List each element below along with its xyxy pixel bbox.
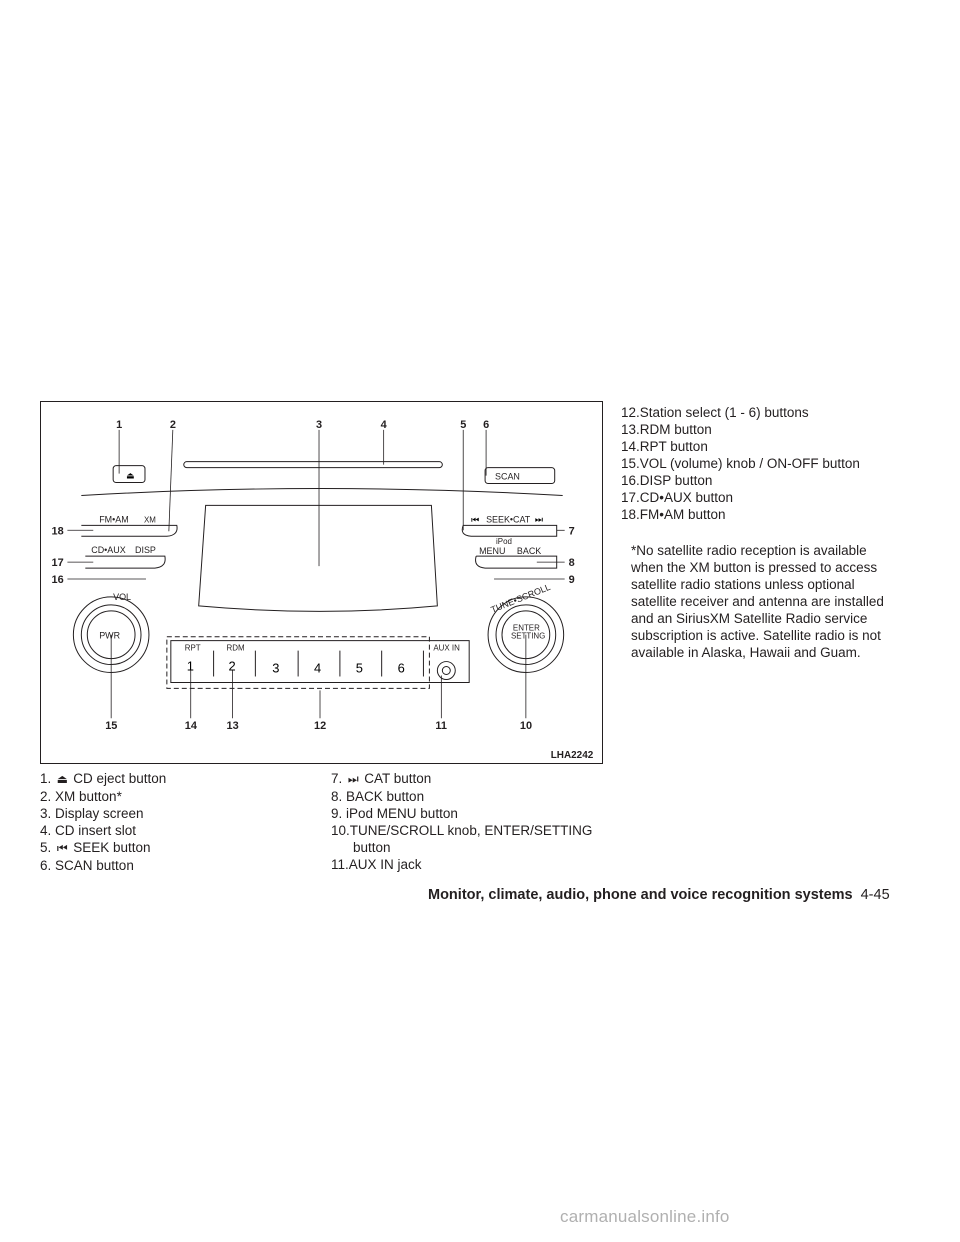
seek-forward-icon: ⏭ <box>347 772 359 786</box>
list-item <box>40 788 166 805</box>
rpt-label: RPT <box>184 643 201 653</box>
item-text: button <box>353 840 391 855</box>
item-text: VOL (volume) knob / ON-OFF button <box>639 456 860 471</box>
menu-label: MENU <box>479 546 506 557</box>
vol-label: VOL <box>113 591 132 602</box>
preset-4: 4 <box>314 660 322 676</box>
disp-label: DISP <box>135 545 156 556</box>
watermark: carmanualsonline.info <box>560 1207 730 1226</box>
item-text: RPT button <box>639 439 708 454</box>
satellite-radio-note: *No satellite radio reception is available when the XM button is pressed to access satellite radio stations unless optional satellite receiver and antenna are installed and an SiriusXM Satellite Radio service subscription is active. Satellite radio is not available in Alaska, Hawaii and Guam. <box>631 543 884 660</box>
item-text: SEEK button <box>73 840 151 855</box>
item-text: XM button* <box>55 789 122 804</box>
callout-13: 13 <box>226 720 239 733</box>
list-item <box>40 839 166 857</box>
callout-10: 10 <box>519 720 533 733</box>
list-item <box>331 805 592 822</box>
list-item <box>40 770 166 788</box>
item-text: CD•AUX button <box>639 490 734 505</box>
item-text: CAT button <box>364 771 432 786</box>
section-title: Monitor, climate, audio, phone and voice recognition systems <box>428 887 853 903</box>
list-item <box>621 489 860 506</box>
setting-label: SETTING <box>510 631 546 641</box>
legend-list-right <box>621 404 860 523</box>
item-text: Station select (1 - 6) buttons <box>639 405 809 420</box>
list-item <box>40 805 166 822</box>
item-text: SCAN button <box>55 858 134 873</box>
ipod-label: iPod <box>496 537 512 547</box>
preset-2: 2 <box>228 658 236 674</box>
callout-18: 18 <box>51 525 64 538</box>
tune-scroll-label: TUNE•SCROLL <box>489 581 552 615</box>
item-text: Display screen <box>55 806 144 821</box>
item-text: CD eject button <box>73 771 167 786</box>
preset-5: 5 <box>355 660 363 676</box>
list-item <box>621 421 860 438</box>
figure-id: LHA2242 <box>550 750 594 762</box>
item-text: TUNE/SCROLL knob, ENTER/SETTING <box>349 823 593 838</box>
preset-6: 6 <box>397 660 405 676</box>
item-number: 12. <box>621 405 640 420</box>
callout-17: 17 <box>51 557 64 570</box>
list-item <box>621 404 860 421</box>
callout-4: 4 <box>380 418 387 431</box>
xm-label: XM <box>143 515 156 525</box>
callout-2: 2 <box>169 418 176 431</box>
item-number: 10. <box>331 823 350 838</box>
item-number: 2. <box>40 789 52 804</box>
list-item <box>621 455 860 472</box>
list-item-continuation <box>331 839 592 856</box>
seek-back-icon: ⏮ <box>471 514 480 525</box>
callout-14: 14 <box>184 720 197 733</box>
item-text: FM•AM button <box>639 507 726 522</box>
scan-label: SCAN <box>495 471 520 482</box>
enter-label: ENTER <box>512 623 540 633</box>
audio-unit-diagram <box>40 401 603 764</box>
item-number: 15. <box>621 456 640 471</box>
item-number: 3. <box>40 806 52 821</box>
callout-9: 9 <box>568 573 575 586</box>
callout-5: 5 <box>460 418 467 431</box>
item-text: BACK button <box>346 789 425 804</box>
item-text: RDM button <box>639 422 712 437</box>
callout-7: 7 <box>568 525 575 538</box>
list-item <box>40 822 166 839</box>
seek-cat-label: SEEK•CAT <box>486 514 531 525</box>
preset-1: 1 <box>186 658 194 674</box>
item-text: AUX IN jack <box>348 857 422 872</box>
rdm-label: RDM <box>226 643 245 653</box>
audio-unit-drawing <box>41 402 602 763</box>
item-text: CD insert slot <box>55 823 137 838</box>
seek-back-icon: ⏮ <box>56 841 68 855</box>
item-number: 4. <box>40 823 52 838</box>
item-number: 1. <box>40 771 52 786</box>
cd-aux-label: CD•AUX <box>91 545 126 556</box>
legend-list-left <box>40 770 166 874</box>
item-number: 17. <box>621 490 640 505</box>
item-number: 11. <box>331 857 349 872</box>
callout-12: 12 <box>314 720 327 733</box>
callout-1: 1 <box>116 418 123 431</box>
item-text: DISP button <box>639 473 713 488</box>
aux-in-label: AUX IN <box>433 643 460 653</box>
item-number: 6. <box>40 858 52 873</box>
item-text: iPod MENU button <box>346 806 458 821</box>
seek-forward-icon: ⏭ <box>534 514 543 525</box>
fm-am-label: FM•AM <box>99 514 129 525</box>
preset-3: 3 <box>272 660 280 676</box>
callout-11: 11 <box>435 720 447 733</box>
item-number: 16. <box>621 473 640 488</box>
item-number: 14. <box>621 439 640 454</box>
callout-3: 3 <box>316 418 323 431</box>
item-number: 13. <box>621 422 640 437</box>
back-label: BACK <box>516 546 542 557</box>
list-item <box>621 438 860 455</box>
pwr-label: PWR <box>99 630 121 641</box>
item-number: 9. <box>331 806 343 821</box>
list-item <box>331 770 592 788</box>
page-number: 4-45 <box>860 887 890 903</box>
item-number: 18. <box>621 507 640 522</box>
callout-8: 8 <box>568 557 575 570</box>
item-number: 7. <box>331 771 343 786</box>
eject-icon: ⏏ <box>56 772 68 786</box>
eject-icon: ⏏ <box>126 470 135 481</box>
list-item <box>331 822 592 839</box>
item-number: 5. <box>40 840 52 855</box>
list-item <box>331 788 592 805</box>
callout-6: 6 <box>483 418 490 431</box>
list-item <box>40 857 166 874</box>
callout-15: 15 <box>105 720 118 733</box>
list-item <box>621 472 860 489</box>
callout-16: 16 <box>51 573 64 586</box>
list-item <box>621 506 860 523</box>
list-item <box>331 856 592 873</box>
item-number: 8. <box>331 789 343 804</box>
page-footer <box>428 887 890 903</box>
legend-list-middle <box>331 770 592 873</box>
